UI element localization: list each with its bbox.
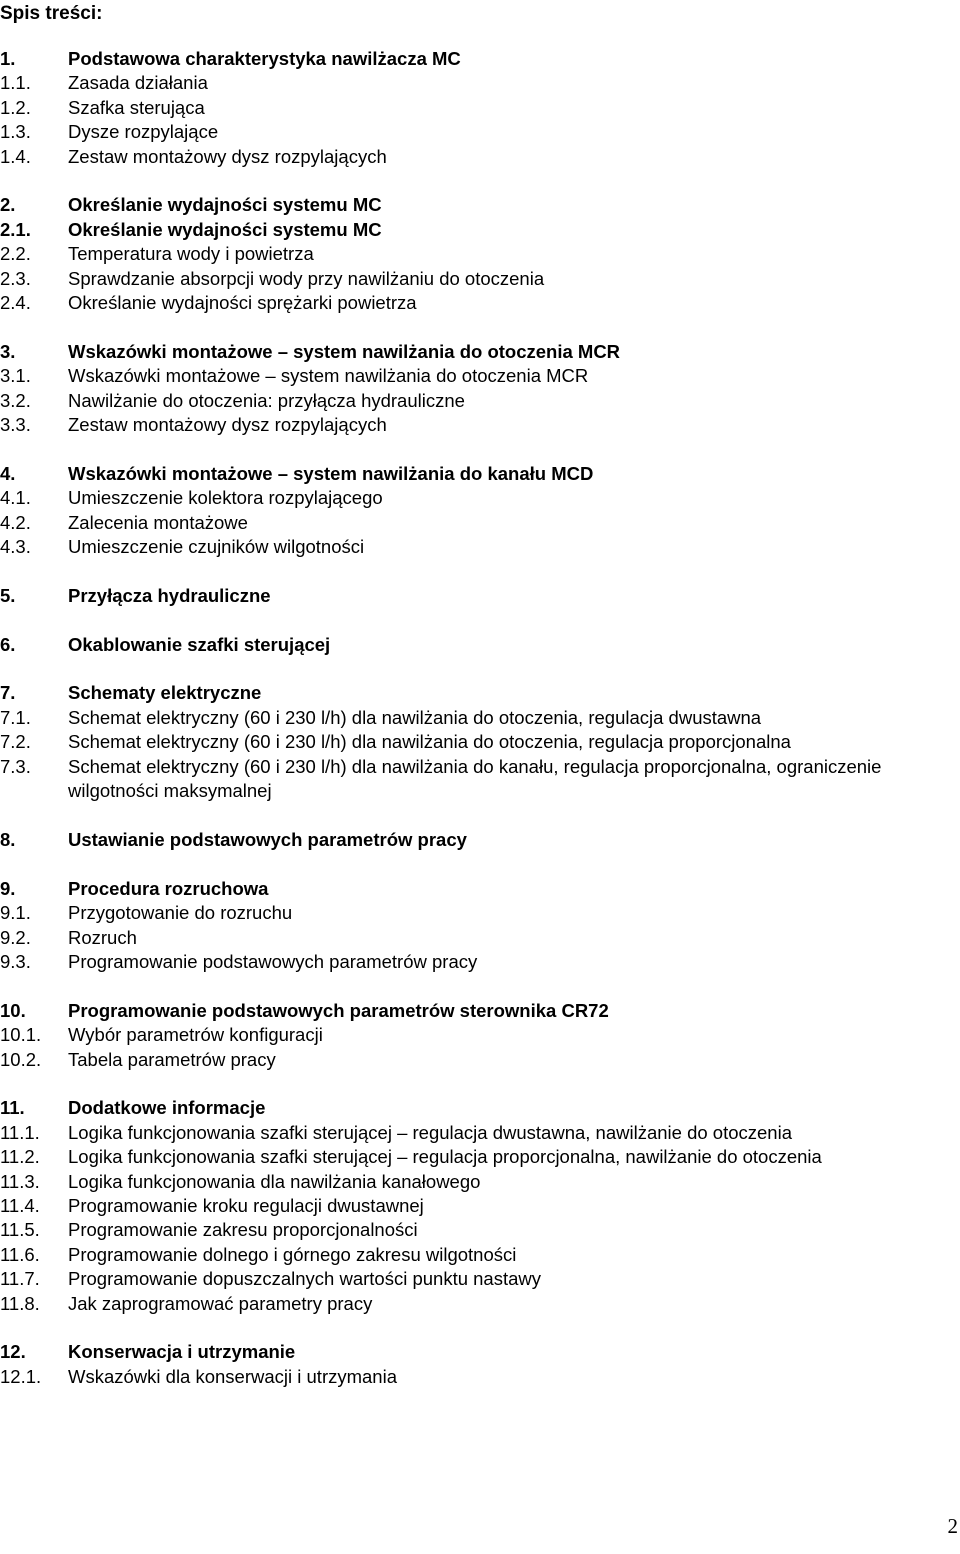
toc-entry [0, 1292, 960, 1316]
toc-entry-number: 10.1. [0, 1024, 42, 1046]
toc-entry-number: 3. [0, 340, 16, 362]
toc-entry [0, 1121, 960, 1145]
toc-entry [0, 535, 960, 559]
toc-entry-number: 7. [0, 682, 16, 704]
toc-entry-number: 11.3. [0, 1170, 40, 1192]
toc-entry-number: 3.2. [0, 389, 31, 411]
toc-entry-number: 11. [0, 1097, 25, 1119]
toc-entry-number: 3.3. [0, 414, 31, 436]
toc-entry [0, 47, 960, 71]
toc-entry-text: Zestaw montażowy dysz rozpylających [68, 145, 387, 167]
toc-entry-number: 12.1. [0, 1365, 42, 1387]
toc-entry [0, 926, 960, 950]
toc-entry-text: Programowanie podstawowych parametrów sterownika CR72 [68, 999, 609, 1021]
toc-entry [0, 1218, 960, 1242]
toc-entry-text: Podstawowa charakterystyka nawilżacza MC [68, 48, 461, 69]
toc-entry-number: 2.1. [0, 218, 31, 240]
toc-entry [0, 242, 960, 266]
toc-entry-text: Temperatura wody i powietrza [68, 243, 314, 265]
toc-entry-number: 4.1. [0, 487, 31, 509]
toc-entry [0, 413, 960, 437]
toc-entry-text: Przygotowanie do rozruchu [68, 902, 293, 924]
toc-entry-text: Określanie wydajności systemu MC [68, 194, 382, 216]
toc-entry [0, 1145, 960, 1169]
toc-entry-text: Szafka sterująca [68, 96, 205, 118]
toc-entry-text: Umieszczenie kolektora rozpylającego [68, 487, 383, 509]
toc-entry-number: 9.3. [0, 950, 31, 972]
toc-entry-text: Konserwacja i utrzymanie [68, 1341, 296, 1363]
toc-entry-number: 1.3. [0, 121, 31, 143]
toc-entry [0, 462, 960, 486]
toc-title: Spis treści: [0, 3, 103, 24]
toc-entry [0, 193, 960, 217]
toc-entry-number: 10. [0, 999, 26, 1021]
toc-entry-text: Schemat elektryczny (60 i 230 l/h) dla nawilżania do kanału, regulacja proporcjonalna, ograniczenie wilgotności maksymalnej [68, 755, 882, 802]
toc-entry-text: Ustawianie podstawowych parametrów pracy [68, 828, 467, 850]
toc-entry-text: Programowanie kroku regulacji dwustawnej [68, 1194, 424, 1216]
toc-entry [0, 828, 960, 852]
toc-entry [0, 71, 960, 95]
toc-entry-text: Określanie wydajności sprężarki powietrza [68, 292, 417, 314]
toc-entry [0, 120, 960, 144]
toc-entry-text: Wybór parametrów konfiguracji [68, 1024, 323, 1046]
toc-entry-number: 7.3. [0, 755, 31, 777]
toc-entry [0, 1365, 960, 1389]
toc-entry-text: Programowanie dopuszczalnych wartości punktu nastawy [68, 1268, 542, 1290]
toc-entry-number: 7.1. [0, 706, 31, 728]
toc-entry-text: Schemat elektryczny (60 i 230 l/h) dla nawilżania do otoczenia, regulacja proporcjonalna [68, 731, 791, 753]
toc-entry-number: 11.2. [0, 1146, 40, 1168]
toc-entry-text: Schematy elektryczne [68, 682, 262, 704]
toc-entry-text: Programowanie zakresu proporcjonalności [68, 1219, 418, 1241]
toc-entry-number: 7.2. [0, 731, 31, 753]
toc-entry-number: 2.2. [0, 243, 31, 265]
toc-entry-text: Schemat elektryczny (60 i 230 l/h) dla nawilżania do otoczenia, regulacja dwustawna [68, 706, 762, 728]
toc-entry-text: Wskazówki dla konserwacji i utrzymania [68, 1365, 397, 1387]
toc-entry [0, 1170, 960, 1194]
toc-entry [0, 486, 960, 510]
toc-entry-number: 2. [0, 194, 16, 216]
toc-entry-number: 10.2. [0, 1048, 42, 1070]
toc-entry [0, 267, 960, 291]
toc-entry-number: 8. [0, 828, 16, 850]
toc-entry [0, 633, 960, 657]
toc-entry [0, 1194, 960, 1218]
toc-entry [0, 1096, 960, 1120]
toc-entry [0, 901, 960, 925]
toc-entry-number: 1.2. [0, 96, 31, 118]
toc-entry-number: 11.4. [0, 1194, 40, 1216]
toc-entry-text: Jak zaprogramować parametry pracy [68, 1292, 373, 1314]
toc-entry-text: Okablowanie szafki sterującej [68, 633, 331, 655]
toc-entry-text: Procedura rozruchowa [68, 877, 269, 899]
toc-entry-text: Nawilżanie do otoczenia: przyłącza hydrauliczne [68, 389, 465, 411]
toc-entry [0, 145, 960, 169]
toc-entry [0, 706, 960, 730]
toc-entry-text: Programowanie podstawowych parametrów pracy [68, 950, 478, 972]
toc-entry-text: Zasada działania [68, 72, 208, 94]
toc-entry-number: 4.3. [0, 536, 31, 558]
toc-entry-number: 11.8. [0, 1292, 40, 1314]
toc-entry-number: 9.2. [0, 926, 31, 948]
toc-entry-text: Sprawdzanie absorpcji wody przy nawilżaniu do otoczenia [68, 267, 545, 289]
toc-entry-number: 9.1. [0, 902, 31, 924]
toc-entry-text: Logika funkcjonowania szafki sterującej – regulacja dwustawna, nawilżanie do otoczenia [68, 1121, 792, 1143]
toc-entry-number: 6. [0, 633, 16, 655]
toc-entry-text: Zestaw montażowy dysz rozpylających [68, 414, 387, 436]
toc-entry [0, 1340, 960, 1364]
toc-entry [0, 950, 960, 974]
toc-entry-number: 11.1. [0, 1121, 40, 1143]
toc-entry-text: Zalecenia montażowe [68, 511, 248, 533]
toc-entry [0, 755, 960, 804]
toc-entry [0, 1048, 960, 1072]
toc-entry-text: Tabela parametrów pracy [68, 1048, 276, 1070]
table-of-contents [0, 47, 960, 1389]
toc-entry [0, 96, 960, 120]
toc-entry-text: Dodatkowe informacje [68, 1097, 266, 1119]
toc-entry [0, 1243, 960, 1267]
toc-entry-text: Wskazówki montażowe – system nawilżania do otoczenia MCR [68, 340, 621, 362]
toc-entry-number: 1.4. [0, 145, 31, 167]
toc-entry-text: Określanie wydajności systemu MC [68, 218, 382, 240]
toc-entry [0, 1023, 960, 1047]
toc-entry [0, 340, 960, 364]
toc-entry [0, 218, 960, 242]
toc-entry-text: Wskazówki montażowe – system nawilżania do kanału MCD [68, 462, 594, 484]
toc-entry [0, 291, 960, 315]
toc-entry-text: Rozruch [68, 926, 137, 948]
toc-entry-number: 11.5. [0, 1219, 40, 1241]
toc-entry-number: 12. [0, 1341, 26, 1363]
toc-entry-text: Logika funkcjonowania dla nawilżania kanałowego [68, 1170, 481, 1192]
toc-entry-number: 2.3. [0, 267, 31, 289]
toc-entry-text: Logika funkcjonowania szafki sterującej – regulacja proporcjonalna, nawilżanie do otoczenia [68, 1146, 822, 1168]
toc-entry-text: Umieszczenie czujników wilgotności [68, 536, 365, 558]
toc-entry-number: 4.2. [0, 511, 31, 533]
toc-entry [0, 730, 960, 754]
toc-entry-number: 3.1. [0, 365, 31, 387]
toc-entry [0, 511, 960, 535]
toc-entry-number: 11.6. [0, 1243, 40, 1265]
toc-entry-number: 2.4. [0, 292, 31, 314]
toc-entry-number: 5. [0, 584, 16, 606]
toc-entry-number: 1.1. [0, 72, 31, 94]
toc-entry [0, 1267, 960, 1291]
toc-entry-number: 1. [0, 48, 16, 69]
toc-entry [0, 877, 960, 901]
page-number: 2 [947, 1514, 958, 1538]
toc-entry-number: 11.7. [0, 1268, 40, 1290]
toc-entry-text: Przyłącza hydrauliczne [68, 584, 271, 606]
toc-entry [0, 681, 960, 705]
toc-entry-number: 9. [0, 877, 16, 899]
toc-entry-text: Dysze rozpylające [68, 121, 219, 143]
toc-entry-text: Programowanie dolnego i górnego zakresu wilgotności [68, 1243, 517, 1265]
toc-entry [0, 999, 960, 1023]
toc-entry-text: Wskazówki montażowe – system nawilżania do otoczenia MCR [68, 365, 589, 387]
toc-entry-number: 4. [0, 462, 16, 484]
toc-entry [0, 364, 960, 388]
toc-entry [0, 584, 960, 608]
toc-entry [0, 389, 960, 413]
